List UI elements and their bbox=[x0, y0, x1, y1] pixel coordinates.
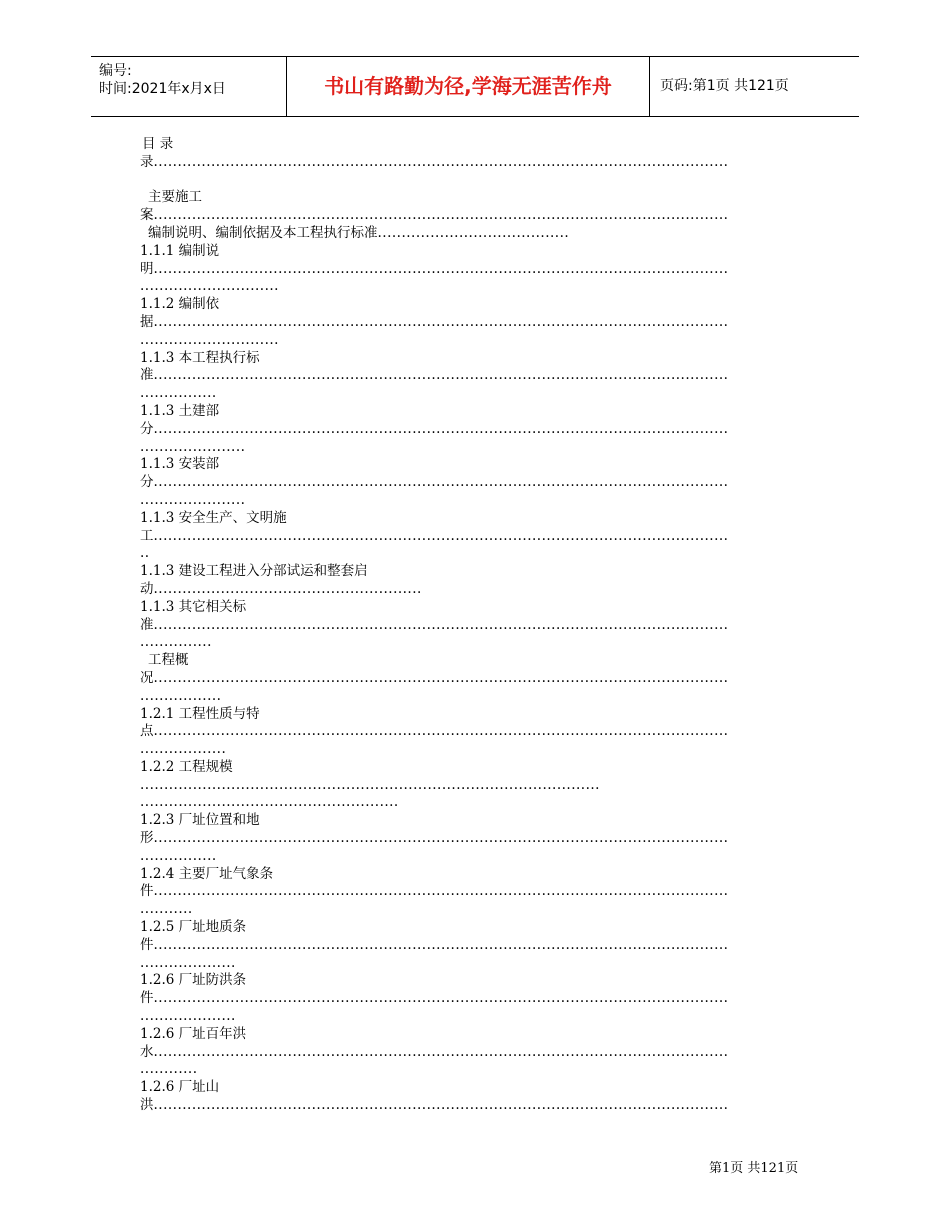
toc-leader-dots: ................ bbox=[140, 385, 217, 402]
toc-entry-text: 况 bbox=[140, 669, 154, 686]
toc-entry[interactable] bbox=[140, 172, 812, 190]
toc-entry-text: 录 bbox=[140, 153, 154, 170]
toc-entry-text: 1.1.3 安装部 bbox=[140, 456, 220, 473]
toc-entry[interactable] bbox=[140, 777, 812, 795]
toc-entry[interactable] bbox=[140, 1026, 812, 1044]
toc-entry-text: 1.1.3 本工程执行标 bbox=[140, 349, 260, 366]
toc-entry[interactable] bbox=[140, 670, 812, 688]
toc-leader-dots: ................ bbox=[140, 847, 217, 864]
toc-entry-text: 1.2.6 厂址百年洪 bbox=[140, 1025, 247, 1042]
toc-entry[interactable] bbox=[140, 545, 812, 563]
toc-leader-dots: ........................................................................................................................ bbox=[153, 936, 729, 953]
toc-leader-dots: ...................... bbox=[140, 438, 246, 455]
doc-time-label: 时间:2021年x月x日 bbox=[99, 81, 226, 97]
toc-leader-dots: ........................................................................................................................ bbox=[153, 830, 729, 847]
toc-entry[interactable] bbox=[140, 706, 812, 724]
toc-leader-dots: ........................................................................................................................ bbox=[153, 1097, 729, 1114]
toc-entry[interactable] bbox=[140, 207, 812, 225]
toc-entry[interactable] bbox=[140, 474, 812, 492]
toc-leader-dots: ........................................................................................................................ bbox=[153, 474, 729, 491]
toc-entry-text: 1.2.6 厂址山 bbox=[140, 1079, 220, 1096]
toc-leader-dots: ...................................................... bbox=[140, 794, 399, 811]
toc-entry[interactable] bbox=[140, 688, 812, 706]
toc-entry[interactable] bbox=[140, 261, 812, 279]
toc-entry[interactable] bbox=[140, 278, 812, 296]
page-header bbox=[91, 56, 859, 117]
toc-entry[interactable] bbox=[140, 830, 812, 848]
toc-entry-text: 1.2.5 厂址地质条 bbox=[140, 919, 247, 936]
toc-entry[interactable] bbox=[140, 634, 812, 652]
toc-entry[interactable] bbox=[140, 403, 812, 421]
header-meta-cell bbox=[91, 57, 286, 116]
toc-leader-dots: ........................................ bbox=[377, 224, 570, 241]
toc-entry[interactable] bbox=[140, 794, 812, 812]
toc-leader-dots: ........................................................................................................................ bbox=[153, 367, 729, 384]
toc-entry[interactable] bbox=[140, 243, 812, 261]
toc-entry[interactable] bbox=[140, 385, 812, 403]
toc-entry[interactable] bbox=[140, 456, 812, 474]
toc-entry-text: 1.1.1 编制说 bbox=[140, 242, 220, 259]
toc-entry[interactable] bbox=[140, 901, 812, 919]
page-footer: 第1页 共121页 bbox=[709, 1161, 799, 1176]
toc-entry[interactable] bbox=[140, 225, 812, 243]
toc-leader-dots: ........................................................................................................................ bbox=[153, 313, 729, 330]
toc-leader-dots: ........................................................................................................................ bbox=[153, 990, 729, 1007]
toc-entry-text: 工 bbox=[140, 527, 154, 544]
toc-entry-text: 件 bbox=[140, 936, 154, 953]
toc-leader-dots: .................... bbox=[140, 954, 236, 971]
toc-leader-dots: ............................. bbox=[140, 331, 279, 348]
toc-leader-dots: .................. bbox=[140, 741, 227, 758]
toc-entry-text: 编制说明、编制依据及本工程执行标准 bbox=[148, 224, 378, 241]
toc-entry-text: 准 bbox=[140, 616, 154, 633]
toc-entry-text: 案 bbox=[140, 207, 154, 224]
toc-entry[interactable] bbox=[140, 812, 812, 830]
toc-entry-text: 件 bbox=[140, 883, 154, 900]
toc-entry[interactable] bbox=[140, 367, 812, 385]
toc-entry[interactable] bbox=[140, 1079, 812, 1097]
toc-entry[interactable] bbox=[140, 581, 812, 599]
toc-entry-text: 动 bbox=[140, 580, 154, 597]
toc-entry[interactable] bbox=[140, 1044, 812, 1062]
toc-entry-text: 1.2.4 主要厂址气象条 bbox=[140, 865, 274, 882]
toc-entry-text: 1.2.1 工程性质与特 bbox=[140, 705, 260, 722]
toc-entry-text: 点 bbox=[140, 723, 154, 740]
toc-entry[interactable] bbox=[140, 1097, 812, 1115]
toc-entry-text: 件 bbox=[140, 990, 154, 1007]
toc-entry-text: 1.1.3 土建部 bbox=[140, 402, 220, 419]
toc-entry-text: 形 bbox=[140, 830, 154, 847]
toc-entry[interactable] bbox=[140, 617, 812, 635]
table-of-contents bbox=[140, 136, 812, 1115]
toc-leader-dots: .................... bbox=[140, 1008, 236, 1025]
toc-leader-dots: ............................. bbox=[140, 278, 279, 295]
toc-entry[interactable] bbox=[140, 154, 812, 172]
toc-entry-text: 明 bbox=[140, 260, 154, 277]
toc-entry-text: 分 bbox=[140, 474, 154, 491]
toc-leader-dots: ........................................................................................................................ bbox=[153, 883, 729, 900]
toc-leader-dots: ........................................................................................................................ bbox=[153, 1043, 729, 1060]
toc-entry[interactable] bbox=[140, 439, 812, 457]
header-page-info: 页码:第1页 共121页 bbox=[660, 78, 789, 94]
toc-entry[interactable] bbox=[140, 652, 812, 670]
toc-entry-text: 1.1.2 编制依 bbox=[140, 296, 220, 313]
toc-leader-dots: ........................................................................................................................ bbox=[153, 260, 729, 277]
toc-leader-dots: ............... bbox=[140, 634, 212, 651]
toc-entry[interactable] bbox=[140, 296, 812, 314]
toc-entry[interactable] bbox=[140, 919, 812, 937]
toc-entry[interactable] bbox=[140, 883, 812, 901]
toc-entry-text: 1.1.3 其它相关标 bbox=[140, 598, 247, 615]
toc-leader-dots: ................................................................................................ bbox=[140, 776, 600, 793]
toc-entries bbox=[140, 154, 812, 1115]
toc-entry-text: 1.2.2 工程规模 bbox=[140, 758, 233, 775]
toc-leader-dots: ........................................................ bbox=[153, 580, 422, 597]
toc-entry-text: 洪 bbox=[140, 1097, 154, 1114]
toc-entry[interactable] bbox=[140, 189, 812, 207]
toc-entry-text: 1.2.3 厂址位置和地 bbox=[140, 812, 260, 829]
toc-entry[interactable] bbox=[140, 492, 812, 510]
toc-entry[interactable] bbox=[140, 563, 812, 581]
toc-leader-dots: ........................................................................................................................ bbox=[153, 207, 729, 224]
toc-leader-dots: ........................................................................................................................ bbox=[153, 527, 729, 544]
toc-entry[interactable] bbox=[140, 955, 812, 973]
toc-leader-dots: ................. bbox=[140, 687, 222, 704]
toc-entry[interactable] bbox=[140, 350, 812, 368]
toc-entry[interactable] bbox=[140, 866, 812, 884]
toc-entry[interactable] bbox=[140, 332, 812, 350]
toc-entry[interactable] bbox=[140, 723, 812, 741]
toc-leader-dots: ............ bbox=[140, 1061, 198, 1078]
toc-entry-text: 1.1.3 建设工程进入分部试运和整套启 bbox=[140, 563, 368, 580]
toc-entry-text: 据 bbox=[140, 313, 154, 330]
toc-leader-dots: ........................................................................................................................ bbox=[153, 420, 729, 437]
toc-entry[interactable] bbox=[140, 421, 812, 439]
toc-entry-text: 分 bbox=[140, 420, 154, 437]
toc-entry[interactable] bbox=[140, 937, 812, 955]
toc-leader-dots: ........................................................................................................................ bbox=[153, 669, 729, 686]
toc-leader-dots: ...................... bbox=[140, 491, 246, 508]
toc-entry-text: 1.2.6 厂址防洪条 bbox=[140, 972, 247, 989]
toc-entry-text: 准 bbox=[140, 367, 154, 384]
toc-entry[interactable] bbox=[140, 1061, 812, 1079]
toc-entry[interactable] bbox=[140, 848, 812, 866]
toc-title: 目 录 bbox=[142, 136, 174, 152]
toc-leader-dots: ........... bbox=[140, 901, 193, 918]
toc-leader-dots: .. bbox=[140, 545, 150, 562]
toc-entry-text: 水 bbox=[140, 1043, 154, 1060]
toc-entry[interactable] bbox=[140, 1008, 812, 1026]
toc-leader-dots: ........................................................................................................................ bbox=[153, 153, 729, 170]
toc-entry-text: 1.1.3 安全生产、文明施 bbox=[140, 509, 287, 526]
toc-entry[interactable] bbox=[140, 759, 812, 777]
header-motto: 书山有路勤为径,学海无涯苦作舟 bbox=[324, 74, 612, 98]
toc-leader-dots: ........................................................................................................................ bbox=[153, 723, 729, 740]
toc-leader-dots: ........................................................................................................................ bbox=[153, 616, 729, 633]
toc-entry-text: 工程概 bbox=[148, 652, 189, 669]
toc-entry[interactable] bbox=[140, 972, 812, 990]
toc-entry[interactable] bbox=[140, 741, 812, 759]
toc-entry[interactable] bbox=[140, 528, 812, 546]
doc-number-label: 编号: bbox=[99, 63, 132, 79]
toc-entry[interactable] bbox=[140, 599, 812, 617]
toc-entry[interactable] bbox=[140, 990, 812, 1008]
toc-entry[interactable] bbox=[140, 510, 812, 528]
toc-entry-text: 主要施工 bbox=[148, 189, 202, 206]
toc-entry[interactable] bbox=[140, 314, 812, 332]
